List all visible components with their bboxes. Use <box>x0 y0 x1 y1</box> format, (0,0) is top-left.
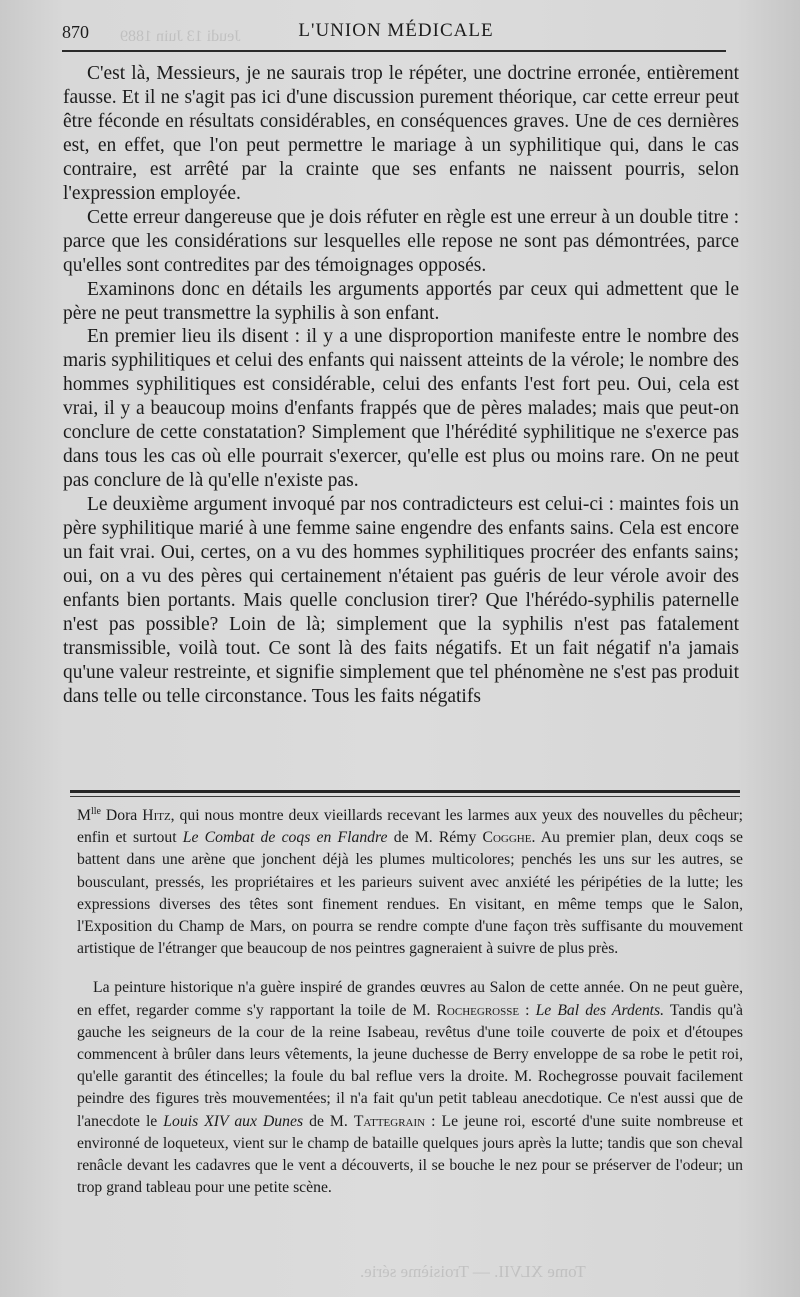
article-paragraph: Cette erreur dangereuse que je dois réfuter en règle est une erreur à un double titre : parce que les considérations sur lesquelles elle repose ne sont pas démontrées, parce qu'elles sont contredites par des témoignages opposés. <box>63 206 739 276</box>
feuilleton-divider-thin <box>70 796 740 797</box>
feuilleton-text: . Au premier plan, deux coqs se battent dans une arène que jonchent déjà les plumes multicolores; penchés les uns sur les autres, se bousculant, pressés, les propriétaires et les parieurs suivent avec anxiété les péripéties de la lutte; les expressions diverses des têtes sont finement rendues. En visitant, en même temps que le Salon, l'Exposition du Champ de Mars, on pourra se rendre compte d'une façon très suffisante du mouvement artistique de l'étranger que beaucoup de nos peintres gagneraient à suivre de plus près. <box>77 829 743 958</box>
header-rule <box>62 50 726 52</box>
artist-name-rochegrosse: Rochegrosse <box>436 1001 520 1019</box>
feuilleton-section <box>77 805 743 1199</box>
artist-first-name: Dora <box>105 807 138 824</box>
feuilleton-paragraph <box>77 805 743 960</box>
article-paragraph: Le deuxième argument invoqué par nos contradicteurs est celui-ci : maintes fois un père syphilitique marié à une femme saine engendre des enfants sains. Cela est encore un fait vrai. Oui, certes, on a vu des hommes syphilitiques procréer des enfants sains; oui, on a vu des pères qui certainement n'étaient pas guéris de leur vérole avoir des enfants bien portants. Mais quelle conclusion tirer? Que l'hérédo-syphilis paternelle n'est pas possible? Loin de là; simplement que la syphilis n'est pas fatalement transmissible, voilà tout. Ce sont là des faits négatifs. Et un fait négatif n'a jamais qu'une valeur restreinte, et signifie simplement que tel phénomène ne s'est pas produit dans telle ou telle circonstance. Tous les faits négatifs <box>63 494 739 707</box>
feuilleton-text: de M. Rémy <box>387 829 483 847</box>
bleed-through-text: Jeudi 13 Juin 1889 <box>120 28 241 45</box>
painting-title: Le Combat de coqs en Flandre <box>182 829 388 847</box>
feuilleton-text: : <box>519 1001 536 1019</box>
feuilleton-text: Tandis qu'à gauche les seigneurs de la cour de la reine Isabeau, revêtus d'une toile couverte de poix et d'étoupes commencent à brûler dans leurs vêtements, la jeune duchesse de Berry enveloppe de sa robe le petit roi, qu'elle garantit des étincelles; la foule du bal reflue vers la droite. M. Rochegrosse pouvait facilement peindre des figures très mouvementées; il n'a fait qu'un petit tableau anecdotique. Ce n'est aussi que de l'anecdote le <box>77 1001 743 1130</box>
painting-title: Le Bal des Ardents. <box>535 1001 665 1019</box>
feuilleton-text: La peinture historique n'a guère inspiré de grandes œuvres au Salon de cette année. On ne peut guère, en effet, regarder comme s'y rapportant la toile de M. <box>77 979 743 1019</box>
article-paragraph: Examinons donc en détails les arguments apportés par ceux qui admettent que le père ne peut transmettre la syphilis à son enfant. <box>63 278 739 324</box>
feuilleton-text: de M. <box>303 1112 354 1130</box>
article-paragraph: C'est là, Messieurs, je ne saurais trop le répéter, une doctrine erronée, entièrement fausse. Et il ne s'agit pas ici d'une discussion purement théorique, car cette erreur peut être féconde en résultats considérables, en conséquences graves. Une de ces dernières est, en effet, que l'on peut permettre le mariage à un syphilitique qui, dans le cas contraire, est arrêté par la crainte que ses enfants ne naissent pourris, selon l'expression employée. <box>63 63 739 204</box>
artist-name-hitz: Hitz <box>142 807 171 824</box>
mlle-superscript: lle <box>90 805 101 817</box>
mlle-abbrev: M <box>77 807 91 824</box>
artist-name-cogghe: Cogghe <box>482 829 532 847</box>
main-article <box>63 62 739 709</box>
bleed-through-text: Tome XLVII. — Troisième série. <box>360 1262 586 1281</box>
painting-title: Louis XIV aux Dunes <box>163 1112 304 1130</box>
page-number: 870 <box>62 22 89 42</box>
running-title: L'UNION MÉDICALE <box>298 20 494 41</box>
page-header <box>62 18 730 48</box>
feuilleton-divider <box>70 790 740 793</box>
feuilleton-text: , qui nous montre deux vieillards recevant les larmes aux yeux des nouvelles du pêcheur; enfin et surtout <box>77 807 744 847</box>
article-paragraph: En premier lieu ils disent : il y a une disproportion manifeste entre le nombre des maris syphilitiques et celui des enfants qui naissent atteints de la vérole; le nombre des hommes syphilitiques est considérable, celui des enfants l'est fort peu. Oui, cela est vrai, il y a beaucoup moins d'enfants frappés que de pères malades; mais que peut-on conclure de cette constatation? Simplement que l'hérédité syphilitique ne s'exerce pas dans tous les cas où elle pourrait s'exercer, qu'elle est plus ou moins rare. On ne peut pas conclure de là qu'elle n'existe pas. <box>63 326 739 492</box>
feuilleton-text: : Le jeune roi, escorté d'une suite nombreuse et environné de loqueteux, vient sur le champ de bataille quelques jours après la lutte; tandis que son cheval renâcle devant les cadavres que le vent a découverts, il se bouche le nez pour se préserver de l'odeur; un trop grand tableau pour une petite scène. <box>77 1112 744 1197</box>
feuilleton-paragraph <box>77 977 743 1199</box>
paragraph-gap <box>77 960 743 977</box>
artist-name-tattegrain: Tattegrain <box>353 1112 426 1130</box>
